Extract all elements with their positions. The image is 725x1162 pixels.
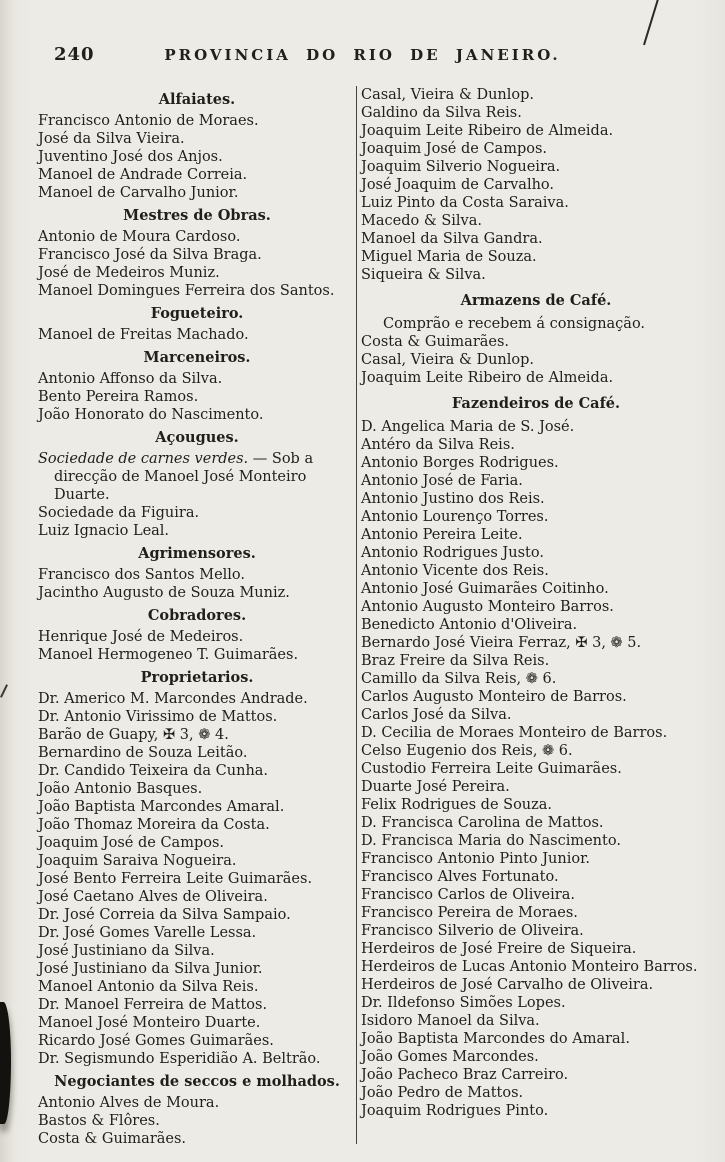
directory-entry: Dr. José Gomes Varelle Lessa. [38, 925, 257, 941]
section-heading: Agrimensores. [138, 545, 256, 562]
section-heading: Cobradores. [147, 607, 247, 624]
directory-entry: João Baptista Marcondes do Amaral. [361, 1031, 630, 1047]
section-heading: Proprietarios. [140, 669, 254, 686]
directory-entry: José Justiniano da Silva. [38, 943, 215, 959]
directory-entry: Manoel Domingues Ferreira dos Santos. [38, 283, 335, 299]
directory-section [38, 429, 356, 540]
directory-entry: Francisco Antonio de Moraes. [38, 113, 259, 129]
scan-stroke-artifact [643, 0, 659, 45]
directory-entry: Sociedade de carnes verdes. — Sob a direcção de Manoel José Monteiro Duarte. [38, 451, 314, 503]
directory-section [38, 91, 356, 202]
directory-entry: João Honorato do Nascimento. [38, 407, 264, 423]
directory-entry: Manoel de Andrade Correia. [38, 167, 248, 183]
directory-entry: Macedo & Silva. [361, 213, 482, 229]
directory-entry: Barão de Guapy, ✠ 3, ❁ 4. [38, 727, 229, 743]
directory-entry: Francisco José da Silva Braga. [38, 247, 262, 263]
directory-section [38, 349, 356, 424]
directory-entry: Joaquim José de Campos. [38, 835, 225, 851]
directory-entry: Comprão e recebem á consignação. [383, 316, 646, 332]
directory-entry: Antonio Pereira Leite. [361, 527, 523, 543]
directory-entry: Dr. Segismundo Esperidião A. Beltrão. [38, 1051, 321, 1067]
directory-entry: Herdeiros de Lucas Antonio Monteiro Barros. [361, 959, 698, 975]
directory-entry: Antonio Affonso da Silva. [38, 371, 223, 387]
directory-entry: Francisco Carlos de Oliveira. [361, 887, 575, 903]
directory-entry: Joaquim Leite Ribeiro de Almeida. [361, 370, 614, 386]
section-heading: Fazendeiros de Café. [451, 395, 621, 412]
directory-entry: Manoel de Carvalho Junior. [38, 185, 239, 201]
directory-entry: Dr. Ildefonso Simões Lopes. [361, 995, 566, 1011]
directory-entry: Bernardo José Vieira Ferraz, ✠ 3, ❁ 5. [361, 635, 642, 651]
directory-entry: João Pacheco Braz Carreiro. [361, 1067, 569, 1083]
directory-entry: D. Cecilia de Moraes Monteiro de Barros. [361, 725, 668, 741]
directory-entry: Joaquim Rodrigues Pinto. [361, 1103, 549, 1119]
directory-entry: Luiz Pinto da Costa Saraiva. [361, 195, 569, 211]
directory-entry: Sociedade da Figuira. [38, 505, 200, 521]
directory-section [361, 86, 711, 284]
directory-entry: Carlos José da Silva. [361, 707, 512, 723]
directory-section [38, 607, 356, 664]
section-heading: Marceneiros. [143, 349, 251, 366]
directory-entry: João Gomes Marcondes. [361, 1049, 539, 1065]
directory-entry: João Thomaz Moreira da Costa. [38, 817, 270, 833]
directory-entry: Manoel Hermogeneo T. Guimarães. [38, 647, 299, 663]
section-heading: Alfaiates. [158, 91, 236, 108]
directory-entry: D. Angelica Maria de S. José. [361, 419, 575, 435]
directory-section [38, 1073, 356, 1148]
directory-entry: Francisco Antonio Pinto Junior. [361, 851, 591, 867]
directory-entry: Dr. José Correia da Silva Sampaio. [38, 907, 291, 923]
page-header [0, 44, 725, 68]
directory-entry: Jacintho Augusto de Souza Muniz. [38, 585, 290, 601]
directory-entry: José Joaquim de Carvalho. [361, 177, 555, 193]
directory-entry: José Justiniano da Silva Junior. [38, 961, 263, 977]
directory-entry: Joaquim José de Campos. [361, 141, 548, 157]
directory-entry: D. Francisca Carolina de Mattos. [361, 815, 604, 831]
directory-entry: Casal, Vieira & Dunlop. [361, 352, 535, 368]
directory-entry: Manoel José Monteiro Duarte. [38, 1015, 261, 1031]
directory-entry: Luiz Ignacio Leal. [38, 523, 170, 539]
directory-entry: Custodio Ferreira Leite Guimarães. [361, 761, 622, 777]
directory-entry: Antonio José Guimarães Coitinho. [361, 581, 609, 597]
directory-entry: Isidoro Manoel da Silva. [361, 1013, 540, 1029]
directory-entry: Francisco Alves Fortunato. [361, 869, 559, 885]
directory-entry: Miguel Maria de Souza. [361, 249, 537, 265]
directory-entry: Antonio Vicente dos Reis. [361, 563, 549, 579]
directory-entry: Antonio de Moura Cardoso. [38, 229, 241, 245]
directory-entry: Manoel de Freitas Machado. [38, 327, 249, 343]
directory-entry: Dr. Americo M. Marcondes Andrade. [38, 691, 308, 707]
directory-entry: José da Silva Vieira. [38, 131, 185, 147]
directory-entry: D. Francisca Maria do Nascimento. [361, 833, 621, 849]
page-title: PROVINCIA DO RIO DE JANEIRO. [164, 46, 561, 64]
directory-entry: Siqueira & Silva. [361, 267, 486, 283]
directory-section [361, 292, 711, 387]
directory-entry: Manoel Antonio da Silva Reis. [38, 979, 259, 995]
directory-entry: Bastos & Flôres. [38, 1113, 160, 1129]
section-heading: Fogueteiro. [150, 305, 244, 322]
directory-entry: Galdino da Silva Reis. [361, 105, 522, 121]
directory-entry: Ricardo José Gomes Guimarães. [38, 1033, 274, 1049]
page-number: 240 [54, 44, 95, 65]
directory-entry: João Pedro de Mattos. [361, 1085, 524, 1101]
directory-entry: Casal, Vieira & Dunlop. [361, 87, 535, 103]
section-heading: Mestres de Obras. [123, 207, 271, 224]
directory-entry: José Caetano Alves de Oliveira. [38, 889, 268, 905]
directory-entry: João Antonio Basques. [38, 781, 203, 797]
directory-entry: Manoel da Silva Gandra. [361, 231, 543, 247]
directory-entry: Bernardino de Souza Leitão. [38, 745, 248, 761]
directory-entry: Joaquim Leite Ribeiro de Almeida. [361, 123, 614, 139]
directory-entry: Antonio Rodrigues Justo. [361, 545, 544, 561]
directory-entry: Carlos Augusto Monteiro de Barros. [361, 689, 627, 705]
section-heading: Armazens de Café. [460, 292, 612, 309]
directory-entry: Bento Pereira Ramos. [38, 389, 199, 405]
directory-section [38, 305, 356, 344]
directory-entry: Felix Rodrigues de Souza. [361, 797, 553, 813]
directory-entry: Henrique José de Medeiros. [38, 629, 244, 645]
directory-entry: Joaquim Silverio Nogueira. [361, 159, 561, 175]
directory-entry: José de Medeiros Muniz. [38, 265, 220, 281]
directory-section [38, 669, 356, 1068]
directory-entry: Francisco Pereira de Moraes. [361, 905, 578, 921]
directory-entry: Braz Freire da Silva Reis. [361, 653, 550, 669]
directory-entry: Antonio Borges Rodrigues. [361, 455, 559, 471]
directory-entry: Herdeiros de José Carvalho de Oliveira. [361, 977, 654, 993]
directory-entry: Francisco Silverio de Oliveira. [361, 923, 584, 939]
directory-entry: Antonio Augusto Monteiro Barros. [361, 599, 614, 615]
directory-entry: Dr. Antonio Virissimo de Mattos. [38, 709, 278, 725]
directory-entry: Costa & Guimarães. [38, 1131, 187, 1147]
directory-entry: Joaquim Saraiva Nogueira. [38, 853, 237, 869]
ink-blob-artifact [0, 1002, 11, 1124]
scan-tick-artifact [0, 684, 8, 697]
directory-section [361, 395, 711, 1120]
directory-entry: João Baptista Marcondes Amaral. [38, 799, 285, 815]
directory-entry: Dr. Candido Teixeira da Cunha. [38, 763, 269, 779]
directory-entry: Camillo da Silva Reis, ❁ 6. [361, 671, 557, 687]
directory-entry: Benedicto Antonio d'Oliveira. [361, 617, 578, 633]
right-column [357, 86, 711, 1144]
directory-entry: Herdeiros de José Freire de Siqueira. [361, 941, 637, 957]
directory-entry: José Bento Ferreira Leite Guimarães. [38, 871, 313, 887]
directory-entry: Duarte José Pereira. [361, 779, 510, 795]
two-column-layout [38, 86, 711, 1147]
left-column [38, 86, 356, 1147]
directory-entry: Antéro da Silva Reis. [361, 437, 515, 453]
directory-section [38, 545, 356, 602]
directory-entry: Celso Eugenio dos Reis, ❁ 6. [361, 743, 573, 759]
directory-entry: Antonio Alves de Moura. [38, 1095, 220, 1111]
directory-entry: Costa & Guimarães. [361, 334, 510, 350]
directory-entry: Francisco dos Santos Mello. [38, 567, 246, 583]
directory-entry: Antonio Lourenço Torres. [361, 509, 549, 525]
directory-entry: Antonio Justino dos Reis. [361, 491, 545, 507]
directory-entry: Antonio José de Faria. [361, 473, 523, 489]
section-heading: Açougues. [155, 429, 239, 446]
directory-entry: Juventino José dos Anjos. [38, 149, 223, 165]
directory-section [38, 207, 356, 300]
directory-entry: Dr. Manoel Ferreira de Mattos. [38, 997, 268, 1013]
section-heading: Negociantes de seccos e molhados. [54, 1073, 340, 1090]
